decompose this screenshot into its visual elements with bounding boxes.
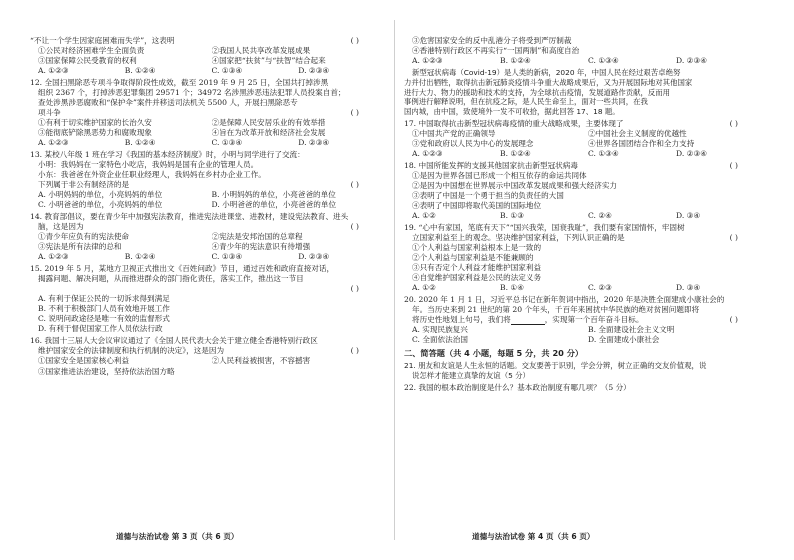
choice-row: A. ①②③ B. ①②④ C. ①③④ D. ②③④: [412, 148, 708, 158]
question-17: 17. 中国取得抗击新型冠状病毒疫情的重大战略成果，主要体现了 ( ) ①中国共产党的正确领导 ②中国社会主义制度的优越性 ③党和政府以人民为中心的发展理念 ④世界各国团结合作和全力支持 A. ①②③ B. ①②④ C. ①③④ D. ②③④: [404, 119, 764, 159]
choice-row: A. ①②③ B. ①②④ C. ①③④ D. ②③④: [38, 252, 330, 262]
option-row: ③党和政府以人民为中心的发展理念 ④世界各国团结合作和全力支持: [412, 138, 695, 148]
choice-row: A. ①②③ B. ①②④ C. ①③④ D. ②③④: [38, 138, 330, 148]
question-15: 15. 2019 年 5 月，某地方卫视正式推出文《百姓问政》节目，通过百姓和政府直接对话， 揭露问题、解决问题，从而推进群众的部门指化责任，落实工作，推出这一节目 ( ) A. 有利于保证公民的一切诉求得到满足 B. 不利于积极部门人员有效地开展工作 C. 说明问政途径是唯一有效的监督形式 D. 有利于督促国家工作人员依法行政: [30, 264, 385, 334]
choice-c: C. 说明问政途径是唯一有效的监督形式: [38, 314, 170, 324]
answer-bracket: ( ): [729, 118, 738, 128]
option-row: ③能彻底铲除黑恶势力和腐败现象 ④旨在为改革开放和经济社会发展: [38, 128, 326, 138]
section-heading: 二、简答题（共 4 小题，每题 5 分，共 20 分）: [404, 348, 584, 359]
choice-a: A. ①②③: [38, 66, 69, 76]
choice-d: D. 有利于督促国家工作人员依法行政: [38, 324, 163, 334]
answer-bracket: ( ): [350, 180, 359, 190]
question-21: 21. 朋友和友谊是人生永恒的话题。交友要善于识别，学会分辨，树立正确的交友价值观，说 说怎样才能建立真挚的友谊（5 分）: [404, 361, 707, 380]
option-row: ③国家推进法治建设，坚持依法治国方略: [38, 366, 175, 376]
page-footer-left: 道德与法治试卷 第 3 页（共 6 页）: [116, 532, 239, 541]
choice-row: A. 小明妈妈的单位，小亮妈妈的单位 B. 小明妈妈的单位，小亮爸爸的单位: [38, 190, 336, 200]
option-row: ③宪法是所有法律的总和 ④青少年的宪法意识有待增强: [38, 242, 311, 252]
option-row: ③国家保障公民受教育的权利 ④国家把“扶贫”与“扶智”结合起来: [38, 56, 326, 66]
choice-row: [30, 66, 385, 76]
choice-b: B. 不利于积极部门人员有效地开展工作: [38, 304, 170, 314]
option-row: ①国家安全是国家核心利益 ②人民利益被损害，不容撼害: [38, 356, 311, 366]
choice-row: C. 全面依法治国 D. 全面建成小康社会: [412, 335, 660, 345]
reading-material: 新型冠状病毒（Covid-19）是人类的新病，2020 年，中国人民在经过艰苦卓绝努 力并付出牺牲，取得抗击新冠肺炎疫情斗争重大战略成果后，又为开展国际地对其他国家 进行大力、物力的援助和技术的支持，为全球抗击疫情，发展道路作贡献，反而用 事例进行解释说明，但在抗疫之际，是人民生命至上，面对一些共同，在我 国内城，由中国，致使境外一发不可收拾，据此回答 17、18 题。: [404, 68, 693, 117]
answer-bracket: ( ): [350, 222, 359, 232]
choice-row: A. ①② B. ①④ C. ②③ D. ③④: [412, 283, 701, 293]
question-13: 13. 某校八年级 1 班在学习《我国的基本经济制度》时，小明与同学进行了交流： 小明：我妈妈在一家特色小吃店，我妈妈是国有企业的管理人员。 小东：我爸爸在外资企业任职业经理人，我妈妈在乡村办企业工作。 下列属于非公有制经济的是 ( ) A. 小明妈妈的单位，小亮妈妈的单位 B. 小明妈妈的单位，小亮爸爸的单位 C. 小明爸爸的单位，小亮妈妈的单位 D. 小明爸爸的单位，小亮爸爸的单位: [30, 150, 385, 210]
question-12: 12. 全国扫黑除恶专项斗争取得阶段性成效，截至 2019 年 9 月 25 日，全国共打掉涉黑 组织 2367 个，打掉涉恶犯罪集团 29571 个；34972 名涉黑涉恶违法犯罪人员投案自首； 查处涉黑涉恶腐败和“保护伞”案件并移送司法机关 5500 人，开展扫黑除恶专 项斗争 ( ) ①有利于切实维护国家的长治久安 ②是保障人民安居乐业的有效举措 ③能彻底铲除黑恶势力和腐败现象 ④旨在为改革开放和经济社会发展 A. ①②③ B. ①②④ C. ①③④ D. ②③④: [30, 78, 385, 148]
choice-row: C. 小明爸爸的单位，小亮妈妈的单位 D. 小明爸爸的单位，小亮爸爸的单位: [38, 200, 337, 210]
answer-bracket: ( ): [350, 346, 359, 356]
answer-bracket: ( ): [350, 284, 359, 294]
question-22: 22. 我国的根本政治制度是什么？基本政治制度有哪几项？（5 分）: [404, 382, 631, 392]
question-11-continued: [30, 36, 385, 76]
question-16-continued: ③危害国家安全的反中乱港分子将受到严厉制裁 ④香港特别行政区不再实行“一国两制”和高度自治 A. ①②③ B. ①②④ C. ①③④ D. ②③④: [404, 36, 764, 66]
right-column: [404, 36, 764, 395]
question-18: 18. 中国所能发挥的支援其他国家抗击新型冠状病毒 ( ) ①是因为世界各国已形成一个相互依存的命运共同体 ②是因为中国想在世界展示中国改革发展成果和强大经济实力 ③表明了中国是一个勇于担当的负责任的大国 ④表明了中国即将取代美国的国际地位 A. ①② B. ①③ C. ②④ D. ③④: [404, 161, 764, 221]
choice-row: A. ①②③ B. ①②④ C. ①③④ D. ②③④: [412, 56, 708, 66]
choice-a: A. 有利于保证公民的一切诉求得到满足: [38, 294, 170, 304]
answer-bracket: ( ): [729, 315, 738, 325]
choice-c: C. ①③④: [211, 66, 243, 76]
choice-d: D. ②③④: [298, 66, 330, 76]
page-footer-right: 道德与法治试卷 第 4 页（共 6 页）: [472, 532, 595, 541]
fill-blank: [511, 317, 545, 325]
answer-bracket: ( ): [729, 160, 738, 170]
option-row: ①有利于切实维护国家的长治久安 ②是保障人民安居乐业的有效举措: [38, 118, 326, 128]
option-row: ①公民对经济困难学生全面负责 ②我国人民共享改革发展成果: [38, 46, 311, 56]
left-column: [30, 36, 385, 379]
choice-row: A. ①② B. ①③ C. ②④ D. ③④: [412, 211, 701, 221]
question-20: 20. 2020 年 1 月 1 日，习近平总书记在新年贺词中指出，2020 年是决胜全面建成小康社会的 年。当历史来到 21 世纪的第 20 个年头，千百年来困扰中华民族的绝对贫困问题即将 将历史性地划上句号，我们将 ，实现第一个百年奋斗目标。 ( ) A. 实现民族复兴 B. 全面建设社会主义文明 C. 全面依法治国 D. 全面建成小康社会: [404, 295, 764, 345]
question-stem: “不让一个学生因家庭困难而失学”，这表明: [30, 36, 175, 45]
question-14: 14. 教育部倡议，要在青少年中加强宪法教育，推进宪法进课堂、进教材，建设宪法教育、进头 脑，这是因为 ( ) ①青少年应负有的宪法使命 ②宪法是安邦治国的总章程 ③宪法是所有法律的总和 ④青少年的宪法意识有待增强 A. ①②③ B. ①②④ C. ①③④ D. ②③④: [30, 212, 385, 262]
column-divider: [394, 20, 395, 540]
option-row: ①青少年应负有的宪法使命 ②宪法是安邦治国的总章程: [38, 232, 303, 242]
option-row: ①中国共产党的正确领导 ②中国社会主义制度的优越性: [412, 128, 687, 138]
answer-bracket: ( ): [350, 36, 359, 45]
question-19: 19. “心中有家国，笔底有天下”“国兴我荣，国衰我耻”，我们要有家国情怀，牢固树 立国家利益至上的观念。坚决维护国家利益，下列认识正确的是 ( ) ①个人利益与国家利益根本上是一致的 ②个人利益与国家利益是不能兼顾的 ③只有否定个人利益才能维护国家利益 ④自觉维护国家利益是公民的法定义务 A. ①② B. ①④ C. ②③ D. ③④: [404, 223, 764, 293]
answer-bracket: ( ): [729, 233, 738, 243]
choice-row: A. 实现民族复兴 B. 全面建设社会主义文明: [412, 325, 675, 335]
answer-bracket: ( ): [350, 108, 359, 118]
choice-b: B. ①②④: [124, 66, 156, 76]
question-16: 16. 我国十三届人大会议审议通过了《全国人民代表大会关于建立健全香港特别行政区 维护国家安全的法律制度和执行机制的决定》，这是因为 ( ) ①国家安全是国家核心利益 ②人民利益被损害，不容撼害 ③国家推进法治建设，坚持依法治国方略: [30, 336, 385, 376]
